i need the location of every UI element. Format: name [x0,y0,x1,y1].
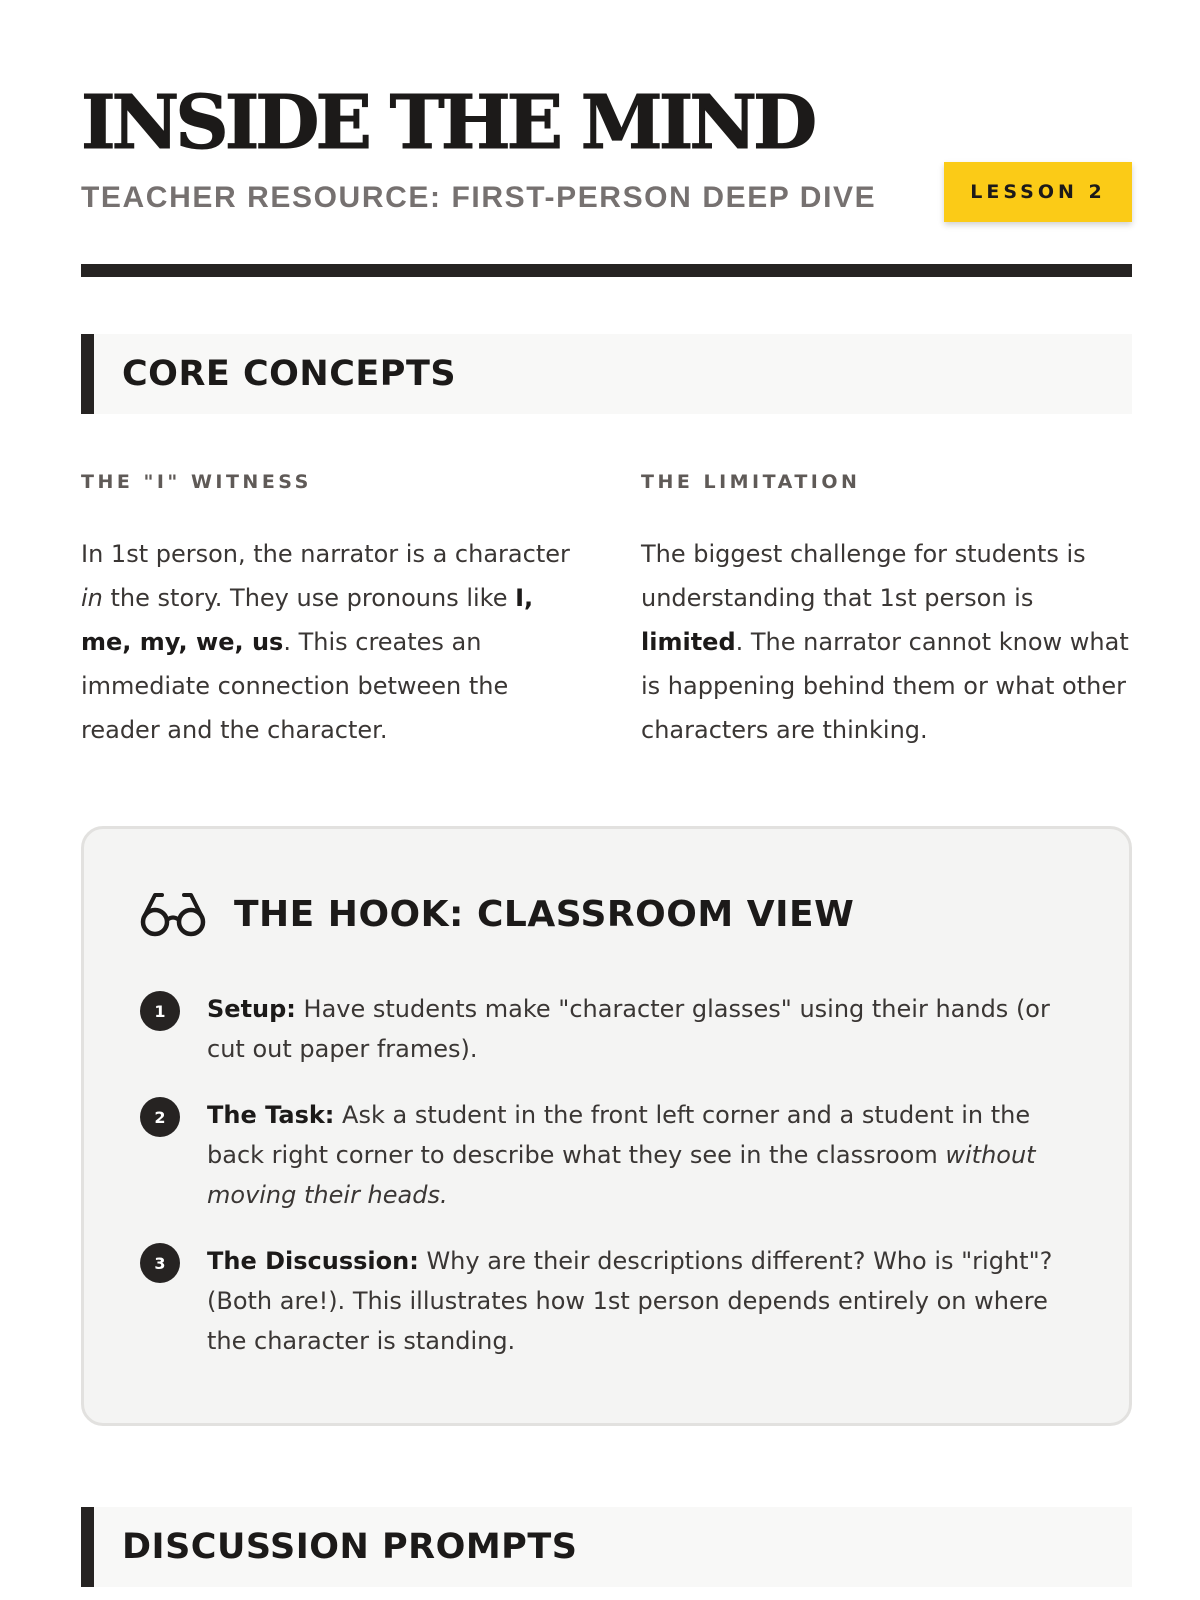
page-title: INSIDE THE MIND [81,80,814,166]
page-subtitle: TEACHER RESOURCE: FIRST-PERSON DEEP DIVE [81,181,877,214]
concept-text-strong: I, me, my, we, us [81,584,534,656]
hook-header [140,889,854,939]
header-divider [81,264,1132,277]
concept-label: THE "I" WITNESS [81,471,312,493]
step-label: The Discussion: [207,1247,419,1275]
step-body: Why are their descriptions different? Who is "right"? (Both are!). This illustrates how 1st person depends entirely on where the character is standing. [207,1247,1053,1355]
step-number-badge: 2 [140,1097,180,1137]
hook-card [81,826,1132,1426]
step-number-badge: 3 [140,1243,180,1283]
concept-text-part: . This creates an immediate connection between the reader and the character. [81,628,509,744]
concept-text-part: The biggest challenge for students is understanding that 1st person is [641,540,1086,612]
step-body: Ask a student in the front left corner and a student in the back right corner to describe what they see in the classroom [207,1101,1031,1169]
concept-label: THE LIMITATION [641,471,861,493]
step-number-badge: 1 [140,991,180,1031]
step-text [207,1241,1060,1361]
concept-column-limitation [641,468,1131,752]
hook-title: THE HOOK: CLASSROOM VIEW [234,893,855,935]
step-label: Setup: [207,995,296,1023]
section-heading-discussion-prompts: DISCUSSION PROMPTS [81,1507,1132,1587]
step-label: The Task: [207,1101,335,1129]
concept-text-part: . The narrator cannot know what is happening behind them or what other characters are thinking. [641,628,1129,744]
concept-column-witness [81,468,571,752]
list-item [140,989,1060,1069]
concept-text-emphasis: in [81,584,103,612]
step-body: Have students make "character glasses" using their hands (or cut out paper frames). [207,995,1050,1063]
hook-steps-list [140,989,1060,1387]
concept-text [641,532,1131,752]
step-text [207,989,1060,1069]
section-heading-core-concepts: CORE CONCEPTS [81,334,1132,414]
concept-text-strong: limited [641,628,736,656]
lesson-badge: LESSON 2 [944,162,1132,222]
step-text [207,1095,1060,1215]
step-emphasis: without moving their heads. [207,1141,1036,1209]
list-item [140,1095,1060,1215]
list-item [140,1241,1060,1361]
glasses-icon [140,889,206,939]
concept-text-part: the story. They use pronouns like [102,584,516,612]
concept-text [81,532,571,752]
concept-text-part: In 1st person, the narrator is a character [81,540,570,568]
